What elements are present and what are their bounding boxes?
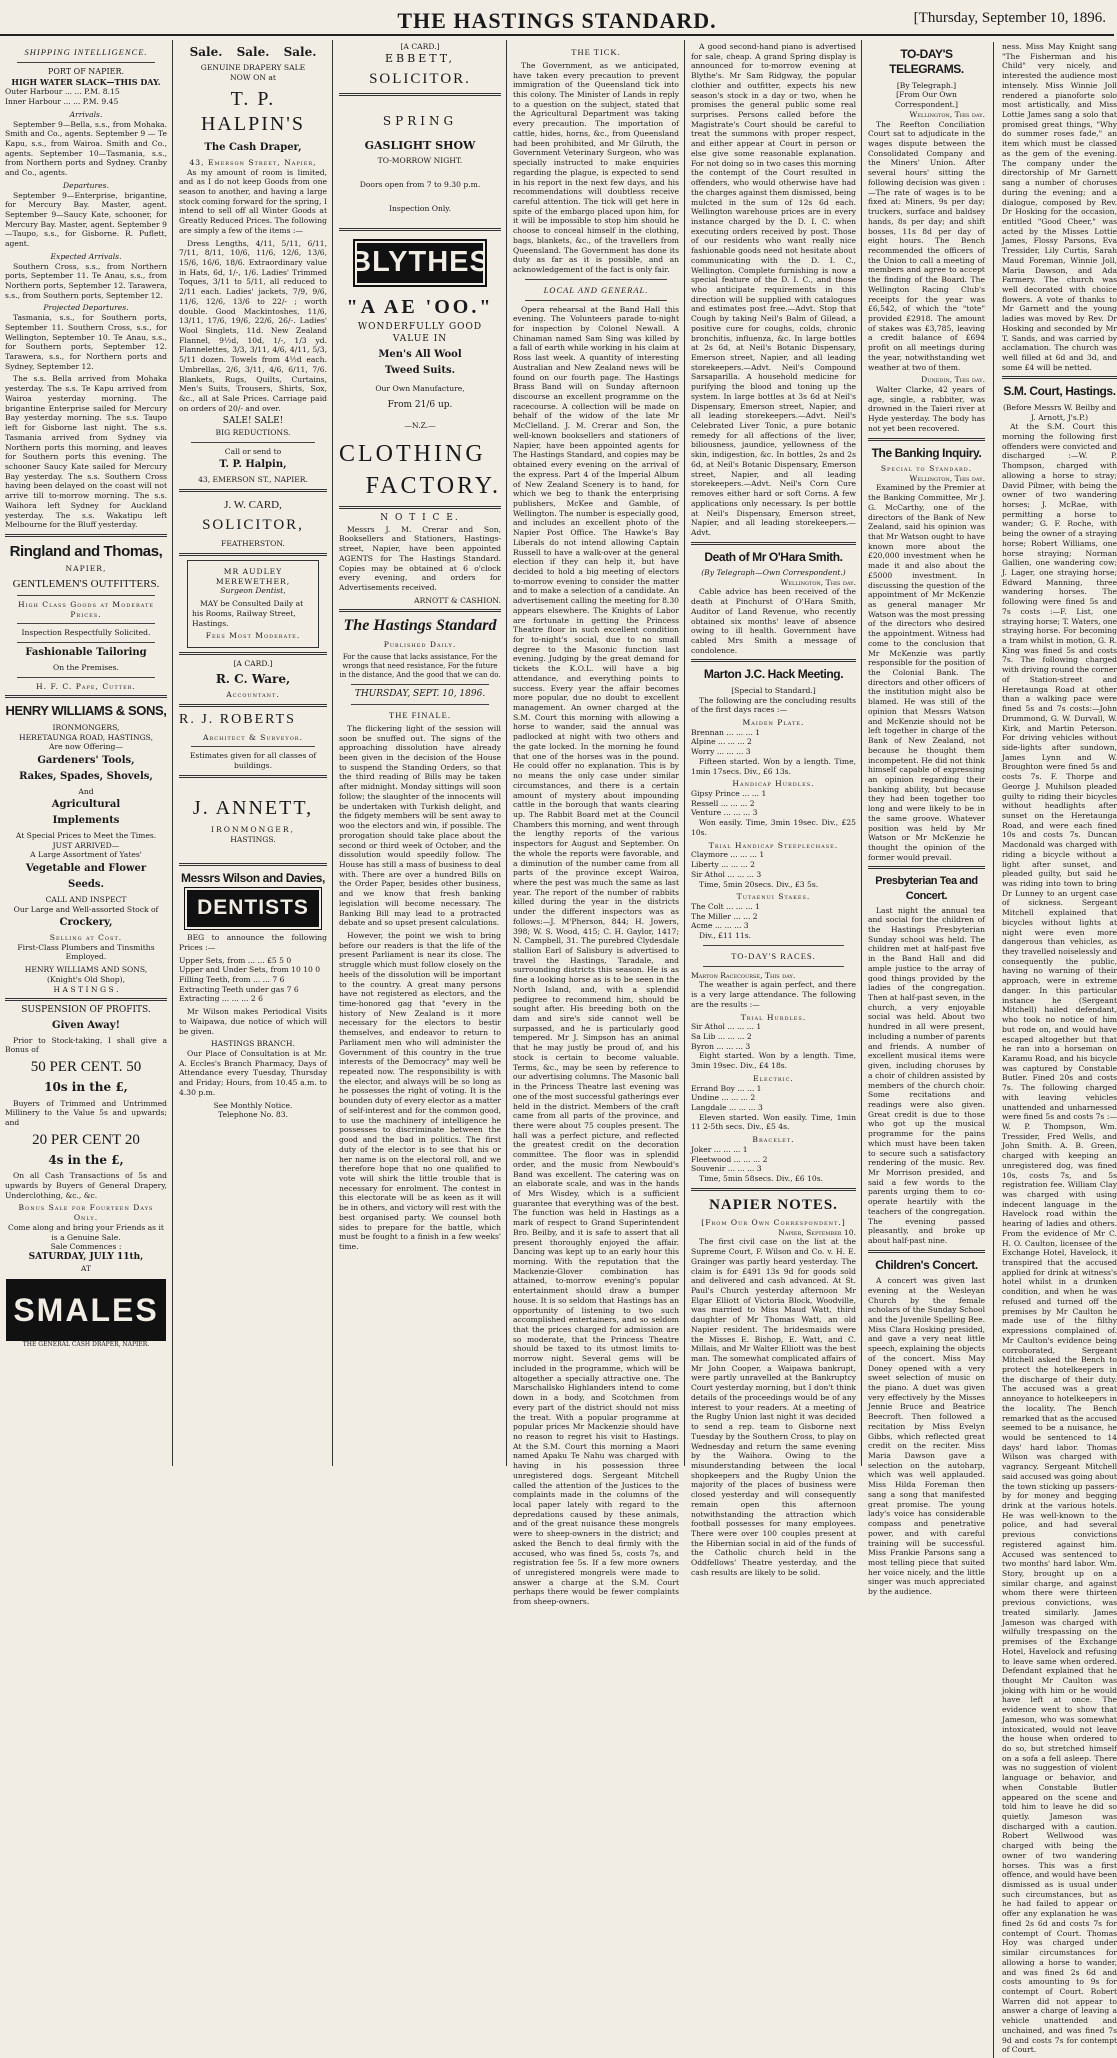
marton-sub: [Special to Standard.] — [731, 685, 816, 695]
column-4 — [508, 40, 684, 1607]
electric-note: Eleven started. Won easily. Time, 1min 11 2-5th secs. Div., £5 4s. — [691, 1112, 856, 1132]
dunedin-text: Walter Clarke, 42 years of age, single, a rabbiter, was drowned in the Taieri river at Hyde yesterday. The body has not yet been recovered. — [868, 385, 985, 433]
wilson-branch-text: Our Place of Consultation is at Mr. A. Eccles's Branch Pharmacy, Days of Attendance every Tuesday, Thursday and Friday; Hours, from 10.45 a.m. to 4.30 p.m. — [179, 1048, 327, 1097]
wilson-branch: HASTINGS BRANCH. — [211, 1039, 295, 1049]
column-rule — [993, 42, 994, 2058]
williams-yates: A Large Assortment of Yates' — [30, 850, 142, 860]
wilson-price-1: Upper Sets, from ... ... £5 5 0 — [179, 955, 292, 965]
trial-third: Byron ... ... ... 3 — [691, 1041, 751, 1051]
bracelet-heading: Bracelet. — [752, 1135, 795, 1145]
wilson-price-5: Extracting ... ... ... 2 6 — [179, 994, 263, 1004]
death-dateline: Wellington, This day. — [780, 577, 856, 587]
sale-repeat: SALE! SALE! — [222, 416, 284, 427]
halpin-text: As my amount of room is limited, and as I do not keep Goods from one season to another, and having a large stock coming forward for the spring, I intend to sell off all Winter Goods at Greatly Reduced Prices. The following are simply a few of the items :— — [179, 167, 327, 235]
bracelet-second: Fleetwood ... ... ... 2 — [691, 1154, 768, 1164]
divider — [17, 623, 155, 624]
williams-address: HERETAUNGA ROAD, HASTINGS, — [18, 732, 154, 742]
smales-commences: Sale Commences : — [50, 1242, 122, 1252]
wilson-price-3: Filling Teeth, from ... ... 7 6 — [179, 974, 285, 984]
dentist-ad — [187, 560, 319, 648]
divider — [339, 93, 501, 96]
concert-continued: ness. Miss May Knight sang "The Fisherman and his Child" very nicely, and interested the audience most intensely. Miss Winnie Joll rendered a pianoforte solo most artistically, and Miss Lottie James sang a solo that promised great things, "Why do summer roses fade," an item which must be classed as the gem of the evening. The company under the directorship of Mr Garnett sang a number of choruses during the evening; and a dialogue, composed by Rev. Dr Hosking for the occasion, entitled "Good Cheer," was acted by the Misses Lottie James, Flossy Parsons, Eva Tressider, Lily Curtis, Sarah Maud Foreman, Winnie Joll, Maria Dawson, and Ada Farmery. The church was well decorated with choice flowers. A vote of thanks to Mr Garnett and the young ladies was moved by Rev. Dr Hosking and seconded by Mr T. Sands, and was carried by acclamation. The church was well filled at 6d and 3d, and some £4 will be netted. — [1002, 42, 1117, 372]
banking-text: Examined by the Premier at the Banking Committee, Mr J. G. McCarthy, one of the directors of the Bank of New Zealand, said his opinion was that Mr Watson ought to have known more about the £20,000 investment when he made it and also about the £5000 investment. In discussing the question of the appointment of Mr McKenzie as general manager Mr Watson was the most pressing of the directors who desired the appointment. Witness had come to the conclusion that Mr McKenzie was partly responsible for the position of the Colonial Bank. The directors and other officers of the institution might also be blamed. He was still of the opinion that Messrs Watson and McKenzie should not be left together in charge of the Bank of New Zealand, not because he thought them incompetent. He did not think himself capable of expressing an opinion regarding their banking ability, but because they had been together too long and were likely to be in the same groove. Whatever position was held by Mr Watson or Mr McKenzie he thought the opinion of the former would prevail. — [868, 483, 985, 862]
smales-logo: SMALES — [6, 1279, 166, 1341]
halpin-items: Dress Lengths, 4/11, 5/11, 6/11, 7/11, 8/11, 10/6, 11/6, 12/6, 13/6, 15/6, 16/6, 18/6. Extraordinary value in Hats, 6d, 1/-, 1/6. Ladies' Trimmed Toques, 3/11 to 5/11, all reduced to 2/11 each. Ladies' jackets, 7/9, 9/6, 11/6, 12/6, 13/6 to 22/- ; worth double. Good Mackintoshes, 11/6, 13/11, 17/6, 19/6, 22/6, 26/-. Ladies' Wool Singlets, 11d. New Zealand Flannel, 9½d, 10d, 1/-, 1/3 yd. Flannelettes, 3/3, 3/11, 4/6, 4/11, 5/3, 5/11 dozen. Towels from 4½d each. Umbrellas, 2/6, 3/11, 4/6, 6/11, 7/6. Blankets, Rugs, Quilts, Curtains, Men's Suits, Trousers, Shirts, Sox, &c., all at Sale Prices. Carriage paid on orders of 20/- and over. — [179, 238, 327, 413]
blythes-from: From 21/6 up. — [387, 399, 453, 410]
finale-text-1: The flickering light of the session will soon be snuffed out. The signs of the approaching dissolution have already been given in the decision of the House to suspend the Standing Orders, so that the third reading of Bills may be taken after midnight. Monday sittings will soon follow; the slaughter of the innocents will be undertaken with Turkish delight, and the fidgety members will be sent away to woo the electors and win, if possible. The prorogation should take place about the second or third week of October, and the dissolution would speedily follow. The House has still a mass of business to deal with. There are over a hundred Bills on the Order Paper, besides other business, and we know that fresh banking legislation will become necessary. The Banking Bill may lead to a protracted debate and so upset present calculations. — [339, 723, 501, 928]
todays-races-heading: TO-DAY'S RACES. — [731, 950, 816, 961]
court-sub: (Before Messrs W. Beilby and J. Arnott, J's.P.) — [1002, 402, 1117, 422]
smales-cash: On all Cash Transactions of 5s and upwards by Buyers of General Drapery, Underclothing, &c., &c. — [5, 1171, 167, 1200]
hurdles-second: Ressell ... ... ... 2 — [691, 798, 755, 808]
suspension-heading: SUSPENSION OF PROFITS. — [21, 1005, 151, 1016]
local-heading: LOCAL AND GENERAL. — [543, 284, 649, 295]
tutaenui-second: The Miller ... ... 2 — [691, 911, 758, 921]
card-name: J. W. CARD, — [224, 498, 282, 511]
divider — [191, 746, 315, 747]
spring-doors: Doors open from 7 to 9.30 p.m. — [359, 180, 481, 190]
ringland-tailoring: Fashionable Tailoring — [25, 647, 147, 659]
blythes-own: Our Own Manufacture, — [375, 383, 465, 393]
standard-daily: Published Daily. — [383, 639, 457, 649]
notice-heading: N O T I C E. — [380, 513, 460, 524]
column-rule — [172, 40, 173, 1466]
divider — [868, 1250, 985, 1253]
divider — [691, 1188, 856, 1191]
trial-second: Sa Lib ... ... ... 2 — [691, 1032, 752, 1041]
ringland-prices: Prices. — [70, 609, 102, 619]
spring-inspection: Inspection Only. — [389, 203, 451, 213]
standard-motto: For the cause that lacks assistance, For the wrongs that need resistance, For the future in the distance, And the good that we can do. — [339, 652, 501, 679]
divider — [1002, 376, 1117, 379]
smales-bonus-sale: Bonus Sale for Fourteen Days Only. — [18, 1203, 154, 1223]
races-intro: The weather is again perfect, and there is a very large attendance. The following are the results :— — [691, 980, 856, 1009]
outer-harbour: Outer Harbour ... ... P.M. 8.15 — [5, 87, 120, 97]
column-3 — [334, 40, 506, 1466]
steeple-second: Liberty ... ... ... 2 — [691, 860, 756, 870]
column-6-left — [868, 42, 985, 2058]
divider — [5, 998, 167, 1001]
column-rule — [332, 40, 333, 1466]
napier-dateline: Napier, September 10. — [778, 1227, 856, 1237]
ringland-inspection: Inspection Respectfully Solicited. — [21, 628, 151, 638]
annett-name: J. ANNETT, — [192, 796, 314, 819]
column-2 — [174, 40, 332, 1466]
williams-old-shop: (Knight's Old Shop), — [47, 974, 125, 984]
bonus-4s: 4s in the £, — [48, 1152, 124, 1167]
electric-third: Langdale ... ... ... 3 — [691, 1103, 763, 1113]
clothing-word: CLOTHING — [339, 440, 486, 467]
notice-signature: ARNOTT & CASHION. — [414, 595, 501, 605]
tutaenui-note: Div., £11 11s. — [699, 931, 752, 941]
roberts-name: R. J. ROBERTS — [179, 711, 296, 727]
electric-heading: Electric. — [753, 1073, 794, 1083]
divider — [179, 489, 327, 492]
williams-plumbers: First-Class Plumbers and Tinsmiths Employed. — [17, 942, 155, 962]
ringland-cutter: H. F. C. Pape, Cutter. — [36, 681, 136, 691]
trial-first: Sir Athol ... ... ... 1 — [691, 1022, 762, 1032]
banking-heading: The Banking Inquiry. — [871, 445, 982, 460]
wilson-monthly: See Monthly Notice. — [213, 1100, 293, 1110]
williams-and: And — [78, 786, 94, 796]
divider — [703, 945, 844, 946]
tick-text: The Government, as we anticipated, have taken every precaution to prevent immigration of the Queensland tick into this colony. The Minister of Lands in reply to a question on the subject, stated that the Agricultural Department was taking every precaution. The importation of cattle, hides, horns, &c., from Queensland had been prohibited, and Mr Gilruth, the Government Veterinary Surgeon, who was specially instructed to make enquiries regarding the plague, is expected to send in his report in the next few days, and his recommendations will doubtless receive careful attention. The tick will get here in spite of the embargo placed upon him, for it will be impossible to stop him should he choose to conceal himself in the clothing, bags, blankets, &c., of the travellers from Queensland. The Government has done its duty as far as it is possible, and an acknowledgement of the fact is only fair. — [513, 60, 679, 274]
finale-heading: THE FINALE. — [389, 710, 451, 721]
steeple-heading: Trial Handicap Steeplechase. — [708, 840, 839, 850]
departures-text: September 9—Enterprise, brigantine, for Mercury Bay. Master, agent. September 9—Saucy Kate, schooner, for Mercury Bay. Master, agent. September 9—Taupo, s.s., for Gisborne. R. Puflett, agent. — [5, 190, 167, 249]
divider — [17, 62, 155, 63]
divider — [339, 228, 501, 231]
smales-buyers: Buyers of Trimmed and Untrimmed Millinery to the Value 5s and upwards; and — [5, 1098, 167, 1128]
given-away: Given Away! — [52, 1019, 120, 1031]
hurdles-heading: Handicap Hurdles. — [732, 779, 815, 789]
bracelet-first: Joker ... ... ... 1 — [691, 1144, 748, 1154]
annett-trade: IRONMONGER, — [211, 825, 295, 835]
divider — [179, 553, 327, 556]
napier-text: The first civil case on the list at the Supreme Court, F. Wilson and Co. v. H. E. Grainger was partly heard yesterday. The claim is for £491 13s 9d for goods sold and delivered and cash advanced. At St. Paul's Church yesterday afternoon Mr Elgar Elliott of Victoria Block, Woodville, was married to Miss Maud Watt, third daughter of Mr Thomas Watt, an old Napier resident. The bridesmaids were the Misses E. Bishop, E. Watt, and C. Millais, and Mr Walter Elliott was the best man. The somewhat complicated affairs of Mr John Cooper, a Waipawa bankrupt, were partly unravelled at the Bankruptcy Court yesterday morning, but I don't think details of the proceedings would be of any interest to your readers. At a meeting of the Rugby Union last night it was decided to send a rep. team to Gisborne next Tuesday by the Southern Cross, to play on Wednesday and return the same evening by the Waihora. Owing to the misunderstanding between the local shopkeepers and the Rugby Union the majority of the places of business were closed yesterday and will consequently remain open this afternoon notwithstanding the attraction which football possesses for many employees. There were over 100 couples present at the Hibernian social in aid of the funds of the Catholic church held in the Oddfellows' Theatre yesterday, and the cash results are likely to be solid. — [691, 1237, 856, 1577]
divider — [351, 704, 489, 705]
projected-heading: Projected Departures. — [43, 303, 129, 313]
steeple-first: Claymore ... ... ... 1 — [691, 850, 765, 860]
williams-town: H A S T I N G S . — [53, 984, 119, 994]
divider — [339, 609, 501, 612]
masthead — [0, 0, 1114, 36]
ringland-goods: High Class Goods at Moderate — [17, 599, 155, 609]
races-dateline: Marton Racecourse, This day. — [691, 970, 796, 980]
smales-date: SATURDAY, JULY 11th, — [28, 1252, 144, 1263]
telegrams-dateline: Wellington, This day. — [909, 109, 985, 119]
dentist-fees: Fees Most Moderate. — [205, 631, 301, 641]
williams-tools-2: Rakes, Spades, Shovels, — [19, 770, 153, 782]
wilson-visits: Mr Wilson makes Periodical Visits to Waipawa, due notice of which will be given. — [179, 1007, 327, 1036]
death-sub: (By Telegraph—Own Correspondent.) — [701, 568, 846, 578]
advertising-notes: A good second-hand piano is advertised for sale, cheap. A grand Spring display is announced for to-morrow evening at Blythe's. Mr Sam Ridgway, the popular clothier and outfitter, expects his new season's stock in a day or two, when he promises the general public some real surprises. Persons called before the Magistrate's Court should be careful to treat the summons with proper respect, and either appear at Court in person or else give some reasonable explanation. For not doing so in two cases this morning the contempt of the Court resulted in offenders, who would otherwise have had the charges against them dismissed, being mulcted in the sum of 12s 6d each. Wellington warehouse prices are in every instance charged by the D. I. C. when executing orders received by post. Those of our residents who want really nice fashionable goods need not hesitate about communicating with the D. I. C., Wellington. Complete furnishing is now a special feature of the D. I. C., and those who anticipate requirements in this direction will be supplied with catalogues and estimates post free.—Advt. Stop that Cough by taking Neil's Balm of Gilead, a positive cure for coughs, colds, chronic bronchitis, influenza, &c. In large bottles at 2s 6d, at Neil's Botanic Dispensary, Emerson street, Napier, and all leading storekeepers.—Advt. Neil's Compound Sarsaparilla. A household medicine for purifying the blood and toning up the system. In large bottles at 3s 6d at Neil's Dispensary, Emerson street, Napier, and all leading storekeepers.—Advt. Neil's Celebrated Liver Tonic, a pure botanic remedy for all affections of the liver, biliousness, jaundice, yellowness of the skin, indigestion, &c. In bottles, 2s and 2s 6d, at Neil's Botanic Dispensary, Emerson street, Napier, and all leading storekeepers.—Advt. Neil's Corn Cure removes either hard or soft Corns. A few applications only necessary. Is per bottle at Neil's Dispensary, Emerson street, Napier, and all leading storekeepers.—Advt. — [691, 42, 856, 537]
marton-heading: Marton J.C. Hack Meeting. — [703, 667, 844, 682]
shipping-notes: The s.s. Bella arrived from Mohaka yesterday. The s.s. Te Kapu arrived from Wairoa yesterday morning. The brigantine Enterprise sailed for Mercury Bay yesterday morning. The s.s. Taupo left for Gisborne last night. The s.s. Tasmania arrived from Sydney via Northern ports this morning, and leaves for Southern ports this evening. The schooner Saucy Kate sailed for Mercury Bay yesterday. The s.s. Southern Cross having been delayed on the coast will not arrive till to-morrow morning. The s.s. Waihora left Sydney for Auckland yesterday. The s.s. Wakatipu left Melbourne for the Bluff yesterday. — [5, 374, 167, 530]
williams-offering: Are now Offering— — [49, 742, 123, 752]
divider — [179, 775, 327, 778]
finale-text-2: However, the point we wish to bring before our readers is that the life of the present Parliament is near its close. The struggle which must follow closely on the heels of the dissolution will be important to the country. A great many persons have not registered as electors, and the time-honored gag that "every in the history of New Zealand is it more necessary for the electors to bestir themselves, and endeavor to return to Parliament men who will administer the Government of this country in the true interests of the Democracy" may well be repeated now. The responsibility is with the elector, and always will be so long as he possesses the right of voting. It is the bounden duty of every elector as a matter of self-interest and for the common good, to use the machinery of intelligence he possesses to discriminate between the good and the bad in politics. The first duty of the elector is to see that his or her name is on the electoral roll, and we therefore hope that no one qualified to vote will shirk the little trouble that is necessary for enrolment. The contest in this electorate will be as keen as it will be in others, and victory will rest with the best organised party. We counsel both sides to prepare for the battle, which must be fought to a finish in a few weeks' time. — [339, 930, 501, 1251]
court-text: At the S.M. Court this morning the following first offenders were convicted and discharged :—W. P. Thompson, charged with allowing a horse to stray; David Pilmer, with being the owner of two wandering horses; J. McRae, with permitting a horse to wander; G. F. Roche, with being the owner of a straying horse; Robert Williams, one horse straying; Norman Gallien, one wandering cow; J. Lager, one straying horse; Edward Manning, three wandering horses. The following were fined 5s and 7s costs :—F. List, one straying horse; T. Waters, one straying horse. For becoming a tram whilst in motion, G. R. King was fined 5s and costs 7s. The following charged with driving round the corner of Station-street and Heretaunga Road at other than a walking pace were fined 5s and 7s costs:—John Drummond, G. W. Durvall, W. Kirk, and Martin Peterson. For driving vehicles without side-lights after sundown, James Lynn and W. Broughton were fined 5s and costs 7s. F. Thorpe and George J. Muhilson pleaded guilty to riding their bicycles without headlights after sunset on the Heretaunga Road, and were each fined 10s and costs 7s. Duncan Macdonald was charged with riding a bicycle without a light after sunset, and pleaded guilty, but said he was riding into town to bring Dr Lunney to an urgent case of sickness. Sergeant Mitchell explained that bicycles without lights at night were even more dangerous than vehicles, as they travelled noiselessly and consequently the public, having no warning of their approach, were in extreme danger. In this particular instance he (Sergeant Mitchell) hailed defendant, who took no notice of him but rode on, and would have escaped altogether but that he ran into a horseman on Karamu Road, and his bicycle was captured by Constable Butler. Fined 20s and costs 7s. The following charged with leaving vehicles unattended and unharnessed were fined 5s and costs 7s :—W. P. Thompson, Wm. Tressider, Fred Wells, and John Smith. A. B. Green, charged with keeping an unregistered dog, was fined 10s, costs 7s, and 5s registration fee. William Clay was charged with using indecent language in the Havelock road within the hearing of ladies and others. From the evidence of Mr C. H. O. Caulton, licensee of the Exchange Hotel, Havelock, it transpired that the accused applied for drink at witness's hotel whilst in a drunken condition, and when he was refused and turned off the premises by Mr Caulton he made use of the filthy expressions complained of. Mr Caulton's evidence being corroborated, Sergeant Mitchell asked the Bench to protect the hotelkeepers in the discharge of their duty. The accused was a great annoyance to hotelkeepers in the locality. The Bench remarked that as the accused seemed to be a nuisance, he would be sentenced to 14 days' hard labor. Thomas Wilson was charged with vagrancy. Sergeant Mitchell said accused was going about the town sticking up passers-by for money and begging drink at the various hotels. He was well-known to the police, and had several previous convictions registered against him. Accused was sentenced to two months' hard labor. Wm. Story, brought up on a similar charge, and against whom there were thirteen previous convictions, was treated similarly. James Jameson was charged with wilfully trespassing on the premises of the Exchange Hotel, Havelock and refusing to leave same when ordered. Defendant explained that he thought Mr Caulton was joking with him or he would have left at once. The evidence went to show that Jameson, who was somewhat intoxicated, would not leave the house when ordered to do so, but stretched himself on a sofa a fell asleep. There was no suggestion of violent language or behavior, and when Constable Butler appeared on the scene and told him to leave he did so quietly. Jameson was discharged with a caution. Robert Wellwood was charged with being the owner of two wandering horses. This was a first offence, and would have been dismissed as is usual under such circumstances, but as he had failed to appear or offer any explanation he was fined 2s 6d and costs 7s for contempt of Court. Thomas Hoy was charged under similar circumstances for allowing a horse to wander, and was fined 2s 6d and costs amounting to 9s for contempt of Court. Robert Warren did not appear to answer a charge of leaving a vehicle unattended and unchained, and was fined 7s 9d and costs 7s for contempt of Court. — [1002, 422, 1117, 2055]
williams-agricultural: Agricultural — [51, 799, 121, 811]
wilson-name: Messrs Wilson and Davies, — [181, 870, 325, 885]
ringland-town: NAPIER, — [65, 564, 107, 574]
smales-tag: THE GENERAL CASH DRAPER, NAPIER. — [22, 1341, 150, 1349]
column-5 — [686, 40, 861, 1577]
ware-name: R. C. Ware, — [215, 671, 291, 686]
electric-first: Errand Boy ... ... 1 — [691, 1083, 762, 1093]
divider — [525, 300, 667, 301]
divider — [5, 695, 167, 698]
divider — [17, 677, 155, 678]
nz-mark: —N.Z.— — [404, 421, 436, 431]
divider — [179, 863, 327, 866]
notice-text: Messrs J. M. Crerar and Son, Booksellers and Stationers, Hastings-street, Napier, have been appointed AGENTS for The Hastings Standard. Copies may be obtained at 6 o'clock every evening, and orders for Advertisements received. — [339, 524, 501, 593]
williams-stock: Our Large and Well-assorted Stock of — [13, 904, 159, 914]
divider — [179, 704, 327, 707]
ware-card: [A CARD.] — [233, 658, 273, 668]
sale-genuine: GENUINE DRAPERY SALE — [200, 63, 306, 73]
williams-vegetable: Vegetable and Flower — [25, 863, 147, 875]
tutaenui-heading: Tutaenui Stakes. — [736, 892, 811, 902]
divider — [339, 506, 501, 509]
maiden-first: Brennan ... ... ... 1 — [691, 727, 761, 737]
divider — [703, 966, 844, 967]
williams-call: CALL AND INSPECT — [45, 894, 127, 904]
presbyterian-heading: Presbyterian Tea and Concert. — [875, 875, 978, 902]
hurdles-note: Won easily. Time, 3min 19sec. Div., £25 10s. — [691, 818, 856, 837]
ringland-trade: GENTLEMEN'S OUTFITTERS. — [12, 577, 160, 590]
telegrams-text: The Reefton Conciliation Court sat to adjudicate in the wages dispute between the Consolidated Company and the Miners' Union. After several hours' sitting the following decision was given :—The rate of wages is to be fixed at: Miners, 9s per day; truckers, surface and baldsey hands, 8s per day; and shift bosses, 11s 8d per day of eight hours. The Bench recommended the officers of the Union to call a meeting of members and agree to accept the finding of the Board. The Wellington Racing Club's receipts for the year was £6,542, of which the "tote" provided £2918. The amount of stakes was £3,785, leaving a credit balance of £694 profit on all meetings during the year, notwithstanding wet weather at two of them. — [868, 119, 985, 372]
wilson-price-2: Upper and Under Sets, from 10 10 0 — [179, 965, 321, 975]
halpin-call: Call or send to — [224, 446, 282, 456]
dentists-banner: DENTISTS — [187, 890, 319, 927]
ebbett-trade: SOLICITOR. — [369, 70, 471, 87]
spring-title: SPRING — [382, 113, 458, 128]
bonus-20-percent: 20 PER CENT 20 — [32, 1131, 140, 1148]
maiden-heading: Maiden Plate. — [742, 718, 805, 727]
williams-arrived: JUST ARRIVED— — [52, 840, 120, 850]
steeple-note: Time, 5min 20secs. Div., £3 5s. — [699, 879, 819, 889]
roberts-text: Estimates given for all classes of buildings. — [189, 751, 317, 771]
ebbett-name: EBBETT, — [385, 51, 455, 65]
williams-cost: Selling at Cost. — [49, 933, 123, 943]
ware-trade: Accountant. — [226, 690, 280, 700]
marton-intro: The following are the concluding results of the first days races :— — [691, 695, 856, 715]
annett-town: HASTINGS. — [230, 835, 276, 845]
divider — [5, 534, 167, 537]
napier-sub: [From Our Own Correspondent.] — [701, 1217, 846, 1227]
dentist-text: MAY be Consulted Daily at his Rooms, Railway Street, Hastings. — [192, 599, 304, 628]
banking-dateline: Wellington, This day. — [909, 473, 985, 483]
standard-date: THURSDAY, SEPT. 10, 1896. — [354, 688, 486, 699]
dunedin-dateline: Dunedin, This day. — [921, 375, 985, 385]
column-6-right — [1002, 42, 1117, 2058]
hurdles-first: Gipsy Prince ... ... 1 — [691, 789, 767, 799]
electric-second: Undine ... ... ... 2 — [691, 1093, 756, 1103]
bracelet-third: Souvenir ... ... ... 3 — [691, 1164, 762, 1174]
blythes-tweed: Tweed Suits. — [384, 365, 456, 376]
column-rule — [684, 40, 685, 1466]
roberts-trade: Architect & Surveyor. — [203, 732, 303, 742]
halpin-name: T. P. HALPIN'S — [200, 87, 306, 136]
telegrams-from: [From Our Own Correspondent.] — [894, 90, 959, 110]
presbyterian-text: Last night the annual tea and social for the children of the Hastings Presbyterian Sunday school was held. The children met at half-past five in the Band Hall and did ample justice to the array of good things provided by the ladies of the congregation. Then at half-past seven, in the church, a very enjoyable social was held. About two hundred in all were present, including a number of parents and friends. A number of excellent musical items were given, including choruses by a choir of children assisted by members of the church choir. Some recitations and readings were also given. Great credit is due to those who got up the musical programme for the pains which must have been taken to secure such a satisfactory rendering of the music. Rev. Mr Morrison presided, and said a few words to the parents urging them to co-operate heartily with the teachers of the congregation. The evening passed pleasantly, and broke up about half-past nine. — [868, 905, 985, 1246]
halpin-sig-address: 43, EMERSON ST., NAPIER. — [198, 475, 308, 485]
steeple-third: Sir Athol ... ... ... 3 — [691, 869, 762, 879]
halpin-address: 43, Emerson Street, Napier, — [189, 157, 317, 167]
children-text: A concert was given last evening at the Wesleyan Church by the female scholars of the Sunday School and the Juvenile Spelling Bee. Miss Clara Hosking presided, and gave a very neat little speech, explaining the objects of the concert. Miss May Doney opened with a very sweet selection of music on the piano. A duet was given very effectively by the Misses Jennie Bruce and Beatrice Beecroft. Then followed a recitation by Miss Evelyn Gibbs, which reflected great credit on the reciter. Miss Maria Dawson gave a selection on the autoharp, which was well applauded. Miss Hilda Foreman then sang a song that manifested great promise. The young lady's voice has considerable compass and penetrative power, and with careful training will be successful. Miss Frankie Parsons sang a most telling piece that suited her voice nicely, and the little singer was much appreciated by the audience. — [868, 1276, 985, 1597]
blythes-slogan: "A AE 'OO." — [346, 295, 494, 318]
port-heading: PORT OF NAPIER. — [47, 66, 125, 76]
ringland-premises: On the Premises. — [53, 662, 119, 672]
death-heading: Death of Mr O'Hara Smith. — [704, 549, 843, 564]
maiden-third: Worry ... ... ... 3 — [691, 747, 751, 757]
divider — [351, 684, 489, 685]
card-trade: SOLICITOR, — [202, 517, 304, 534]
halpin-shop: The Cash Draper, — [204, 141, 302, 153]
telegrams-heading: TO-DAY'S TELEGRAMS. — [889, 47, 964, 77]
williams-trade: IRONMONGERS, — [52, 722, 120, 732]
divider — [691, 659, 856, 662]
halpin-signature: T. P. Halpin, — [219, 459, 287, 471]
dentist-title: Surgeon Dentist, — [220, 586, 286, 596]
ringland-name: Ringland and Thomas, — [9, 542, 163, 560]
inner-harbour: Inner Harbour ... ... P.M. 9.45 — [5, 97, 119, 107]
blythes-mens: Men's All Wool — [378, 349, 462, 361]
newspaper-title: THE HASTINGS STANDARD. — [397, 8, 717, 33]
wilson-telephone: Telephone No. 83. — [217, 1110, 288, 1120]
sale-now: NOW ON at — [230, 73, 276, 83]
tick-heading: THE TICK. — [571, 47, 621, 57]
telegrams-by: [By Telegraph.] — [896, 80, 957, 90]
ebbett-card: [A CARD.] — [400, 42, 440, 51]
local-text: Opera rehearsal at the Band Hall this evening. The Volunteers parade to-night for inspection by Colonel Newall. A Chinaman named Sam Sing was killed by a fall of earth while working in his claim at Ross last week. A quantity of interesting Australian and New Zealand news will be found on our fourth page. The Hastings Brass Band will on Sunday afternoon discourse an excellent programme on the racecourse. A collection will be made on behalf of the widow of the late Mr McClelland. J. M. Crerar and Son, the well-known booksellers and stationers of Napier, have been appointed agents for The Hastings Standard, and copies may be obtained every evening on the arrival of the express. Part 4 of the Imperial Album of New Zealand Scenery is to hand, for which we beg to thank the enterprising publishers, McKee and Gamble, of Wellington. The number is especially good, and includes an excellent photo of the Napier Post Office. The Hawke's Bay Liberals do not intend allowing Captain Russell to have a walk-over at the general election if they can help it, but have decided to hold a big meeting of electors to-morrow evening to consider the matter and to make a selection of a candidate. An advertisement calling the meeting for 8.30 appears elsewhere. The Knights of Labor are fortunate in getting the Princess Theatre floor in such excellent condition for to-night's social, due to no small degree to the Masonic function last evening. Judging by the great demand for tickets the K.O.L. will have a big attendance, and everything points to success. Every year the affair becomes more popular, due no doubt to excellent management. An owner charged at the S.M. Court this morning with allowing a horse to wander, said the annual was padlocked at night with two others and the gate locked. In the morning he found that one of the horses was in the pound. He could offer no explanation. This is by no means the only case under similar circumstances, and there is a certain amount of mystery about impounding cattle in the borough that wants clearing up. The Rabbit Board met at the Council Chambers this morning, and went through the lengthy reports of the various inspectors for August and September. On the whole the reports were favorable, and a diminution of the number came from all parts of the province except Wairoa, where the pest was much the same as last year. The report of the number of rabbits killed during the year in the districts under the different inspectors was as follows:—J. M'Pherson, 844; H. Jowers, 398; W. S. Wood, 415; C. H. Gaylor, 1417; N. Campbell, 31. The purebred Clydesdale stallion Earl of Salisbury is advertised to travel the Hastings, Taradale, and surrounding districts this season. He is as fine a looking horse as is to be seen in the North Island, and, with a splendid pedigree to recommend him, should be sought after. His breeding both on the dam and sire's side cannot well be surpassed, and he is particularly good tempered. Mr J. Simpson has an animal that he may justly be proud of, and his stock is certain to become valuable. Terms, &c., may be seen by reference to our advertising columns. The Masonic ball in the Princess Theatre last evening was one of the most successful gatherings ever held in the district. Members of the craft came from all parts of the province, and there were about 75 couples present. The hall was a perfect picture, and reflected the greatest credit on the decoration committee. The floor was in splendid order, and the music from Newbould's Band was excellent. The catering was on an elaborate scale, and was in the hands of Mrs Wisdey, which is a sufficient guarantee that everything was of the best. The function was held in Hastings as a mark of respect to Grand Superintendent Bro. Beilby, and it is safe to assert that all present thoroughly enjoyed the affair. Dancing was kept up to an early hour this morning. With the reputation that the Mackenzie-Glover combination has attained, to-morrow evening's popular entertainment should draw a bumper house. It is so seldom that Hastings has an opportunity of listening to two such accomplished entertainers, and so seldom that the prices charged for admission are so moderate, that the Princess Theatre should be taxed to its utmost limits to-morrow night. Several gems will be included in the programme, which will be altogether a specially attractive one. The Marschallsko Highlanders intend to come down in a body, and Scotchmen from every part of the district should not miss the treat. With a popular programme at popular prices Mr Mackenzie should have no reason to regret his visit to Hastings. At the S.M. Court this morning a Maori named Apaku Te Nahu was charged with having in his possession three unregistered dogs. Sergeant Mitchell called the attention of the Justices to the complaints made in the columns of the local paper lately with regard to the depredations caused by these animals, and of the great nuisance these mongrels were to sheep-owners in the district; and asked the Bench to deal firmly with the accused, who was fined 5s, costs 7s, and registration fee 5s. If a few more owners of unregistered mongrels were made to answer a charge at the S.M. Court perhaps there would be fewer complaints from sheep-owners. — [513, 304, 679, 1607]
smales-at: AT — [80, 1263, 92, 1273]
blythes-wonder: WONDERFULLY GOOD VALUE IN — [357, 322, 483, 344]
issue-date: [Thursday, September 10, 1896. — [913, 10, 1106, 26]
children-heading: Children's Concert. — [875, 1257, 978, 1272]
williams-seeds: Seeds. — [67, 878, 105, 890]
arrivals-text: September 9—Bella, s.s., from Mohaka. Smith and Co., agents. September 9 — Te Kapu, s.s., from Wairoa. Smith and Co., agents. September 10—Tasmania, s.s., from Northern ports and Sydney. Cranby and Co., agents. — [5, 119, 167, 178]
blythes-logo: BLYTHES — [355, 241, 485, 285]
wilson-price-4: Extracting Teeth under gas 7 6 — [179, 984, 299, 994]
expected-heading: Expected Arrivals. — [50, 251, 122, 261]
williams-signature: HENRY WILLIAMS AND SONS, — [24, 965, 148, 975]
williams-name: HENRY WILLIAMS & SONS, — [5, 703, 167, 719]
death-text: Cable advice has been received of the death at Pinchurst of O'Hara Smith, Auditor of Land Revenue, who recently obtained six months' leave of absence owing to ill health. Government have cabled Mrs Smith a message of condolence. — [691, 587, 856, 655]
maiden-second: Alpine ... ... ... 2 — [691, 737, 752, 747]
column-rule — [506, 40, 507, 1466]
gaslight-show: GASLIGHT SHOW — [364, 139, 476, 153]
divider — [868, 438, 985, 441]
divider — [691, 542, 856, 545]
williams-crockery: Crockery, — [59, 917, 113, 929]
divider — [17, 642, 155, 643]
williams-special: At Special Prices to Meet the Times. — [15, 831, 157, 841]
bonus-10s: 10s in the £, — [44, 1080, 128, 1095]
smales-come: Come along and bring your Friends as it is a Genuine Sale. — [8, 1222, 164, 1242]
divider — [868, 866, 985, 869]
shipping-heading: SHIPPING INTELLIGENCE. — [24, 47, 148, 57]
standard-masthead: The Hastings Standard — [343, 617, 497, 635]
expected-text: Southern Cross, s.s., from Northern ports, September 11. Te Anau, s.s., from Northern ports, September 12. Tarawera, s.s., from Southern ports, September 12. — [5, 261, 167, 300]
column-6 — [863, 40, 1117, 2055]
divider — [17, 595, 155, 596]
tutaenui-third: Acme ... ... ... 3 — [691, 921, 749, 931]
napier-notes-heading: NAPIER NOTES. — [709, 1196, 838, 1213]
divider — [179, 652, 327, 655]
arrivals-heading: Arrivals. — [69, 109, 103, 119]
wilson-beg: BEG to announce the following Prices :— — [179, 933, 327, 952]
spring-when: TO-MORROW NIGHT. — [377, 156, 463, 166]
sale-banner: Sale. Sale. Sale. — [189, 45, 317, 59]
bonus-50-percent: 50 PER CENT. 50 — [30, 1059, 142, 1076]
column-1 — [0, 40, 172, 1466]
tutaenui-first: The Colt ... ... ... 1 — [691, 901, 760, 911]
divider — [525, 279, 667, 280]
banking-sub: Special to Standard. — [880, 463, 973, 473]
williams-implements: Implements — [52, 815, 120, 827]
smales-prior: Prior to Stock-taking, I shall give a Bonus of — [5, 1035, 167, 1055]
departures-heading: Departures. — [63, 180, 109, 190]
hurdles-third: Venture ... ... ... 3 — [691, 808, 758, 818]
factory-word: FACTORY. — [365, 473, 501, 500]
high-water-heading: HIGH WATER SLACK—THIS DAY. — [11, 77, 161, 88]
dentist-name: MR AUDLEY MEREWETHER, — [215, 566, 291, 586]
card-town: FEATHERSTON. — [221, 539, 285, 549]
projected-text: Tasmania, s.s., for Southern ports, September 11. Southern Cross, s.s., for Wellington, September 10. Te Anau, s.s., for Southern ports, September 12. Tarawera, s.s., for Northern ports and Sydney, September 12. — [5, 313, 167, 371]
williams-tools-1: Gardeners' Tools, — [37, 755, 135, 767]
trial-note: Eight started. Won by a length. Time, 3min 19sec. Div., £4 18s. — [691, 1051, 856, 1071]
bracelet-note: Time, 5min 58secs. Div., £6 10s. — [699, 1174, 824, 1184]
column-rule — [861, 40, 862, 1466]
divider — [191, 442, 315, 443]
maiden-note: Fifteen started. Won by a length. Time, 1min 17secs. Div., £6 13s. — [691, 756, 856, 776]
trial-heading: Trial Hurdles. — [740, 1012, 807, 1022]
court-heading: S.M. Court, Hastings. — [1003, 384, 1116, 399]
big-reductions: BIG REDUCTIONS. — [215, 427, 291, 437]
